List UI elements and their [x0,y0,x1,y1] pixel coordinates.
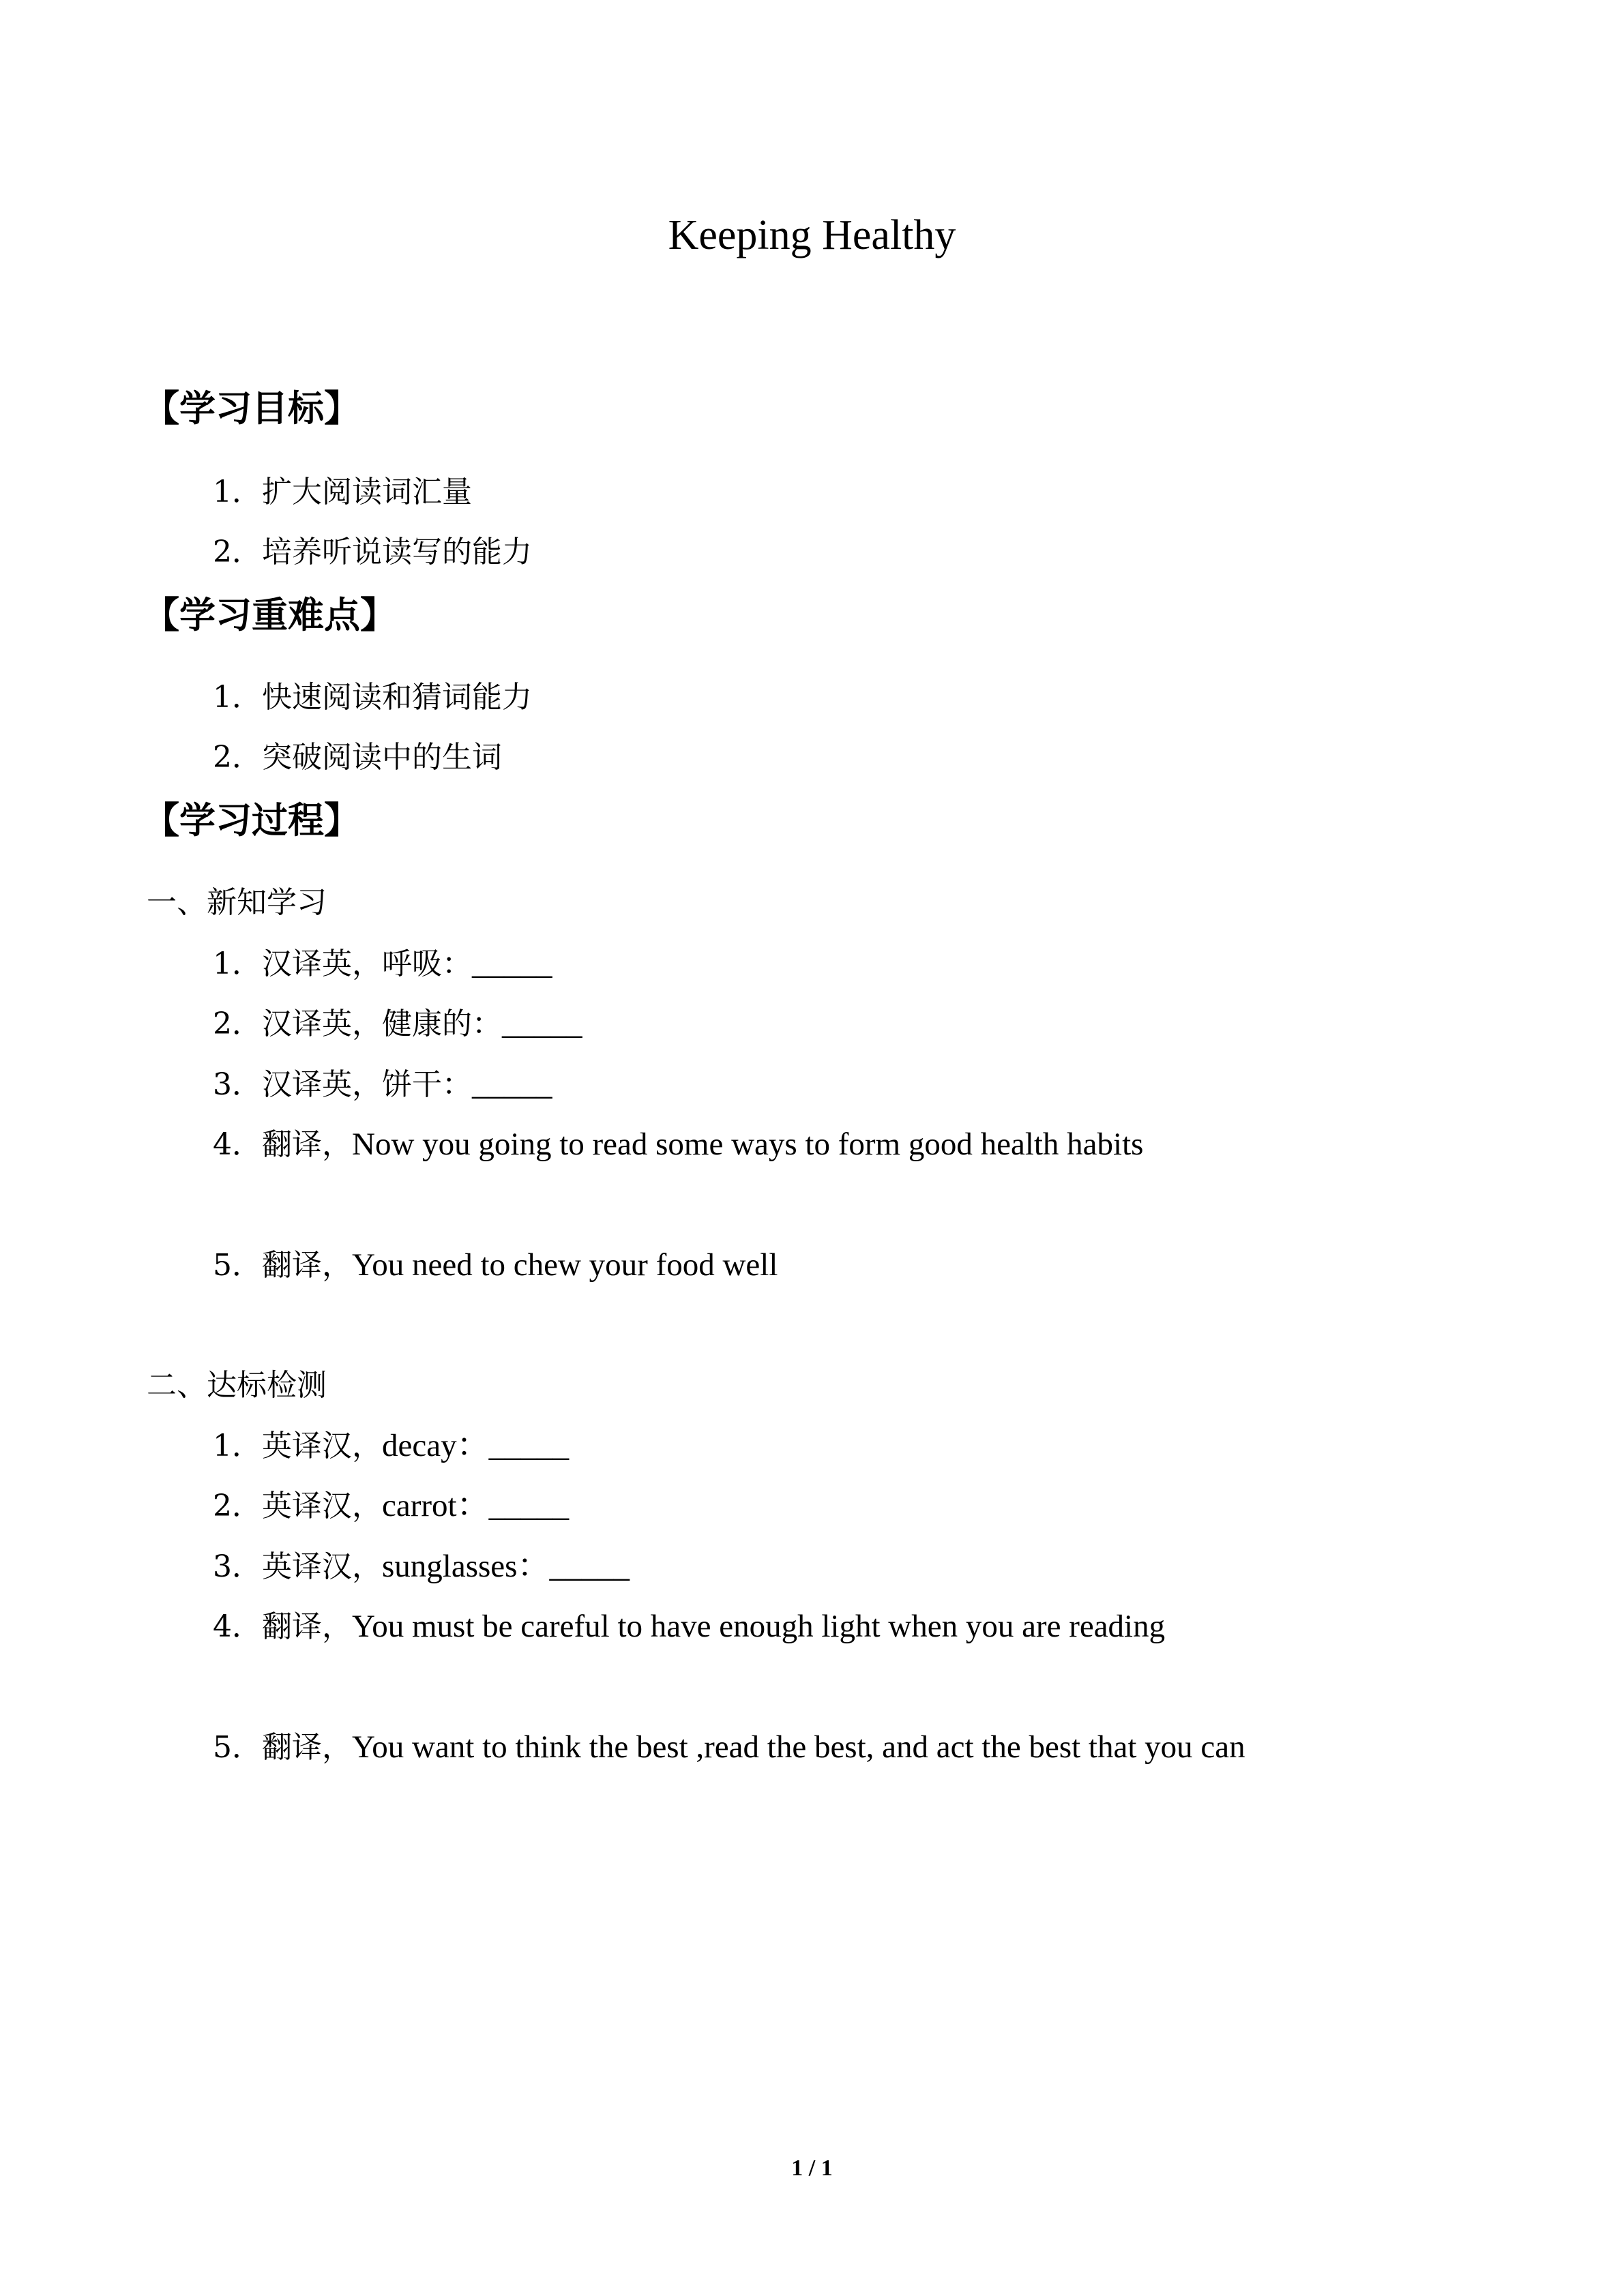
exercise-prompt: 2．汉译英，健康的： [213,1007,502,1041]
section-heading-process: 【学习过程】 [143,800,360,841]
exercise-sentence: You must be careful to have enough light when you are reading [352,1609,1166,1644]
exercise-item [213,1727,1245,1768]
exercise-item [213,1003,582,1045]
exercise-prompt: 5．翻译， [213,1730,352,1765]
exercise-prompt: 2．英译汉， [213,1489,382,1523]
exercise-item [213,1485,569,1527]
subsection-new-knowledge: 一、新知学习 [147,885,327,920]
exercise-prompt: 4．翻译， [213,1609,352,1644]
exercise-prompt: 3．汉译英，饼干： [213,1067,472,1102]
exercise-prompt: 4．翻译， [213,1127,352,1162]
subsection-assessment: 二、达标检测 [147,1368,327,1403]
exercise-word: decay：_____ [382,1428,570,1463]
section-heading-objectives: 【学习目标】 [143,388,360,430]
exercise-word: carrot：_____ [382,1488,570,1523]
exercise-sentence: Now you going to read some ways to form good health habits [352,1127,1144,1162]
exercise-sentence: You need to chew your food well [352,1247,778,1283]
exercise-prompt: 1．汉译英，呼吸： [213,946,472,981]
exercise-word: sunglasses：_____ [382,1549,630,1584]
exercise-item [213,943,552,985]
key-point-item-1: 1．快速阅读和猜词能力 [213,680,532,715]
exercise-item [213,1064,552,1105]
page-number: 1 / 1 [791,2156,833,2181]
exercise-item [213,1124,1143,1165]
objective-item-2: 2．培养听说读写的能力 [213,535,532,569]
objective-item-1: 1．扩大阅读词汇量 [213,475,472,509]
page-title: Keeping Healthy [668,212,956,258]
exercise-prompt: 5．翻译， [213,1248,352,1283]
answer-blank: _____ [472,1067,552,1102]
key-point-item-2: 2．突破阅读中的生词 [213,740,502,775]
exercise-prompt: 3．英译汉， [213,1549,382,1584]
exercise-item [213,1546,630,1587]
exercise-sentence: You want to think the best ,read the best, and act the best that you can [352,1729,1245,1765]
exercise-item [213,1606,1165,1648]
exercise-item [213,1244,778,1286]
exercise-item [213,1425,569,1467]
answer-blank: _____ [502,1006,582,1041]
answer-blank: _____ [472,946,552,981]
section-heading-key-points: 【学习重难点】 [143,595,396,636]
exercise-prompt: 1．英译汉， [213,1429,382,1463]
